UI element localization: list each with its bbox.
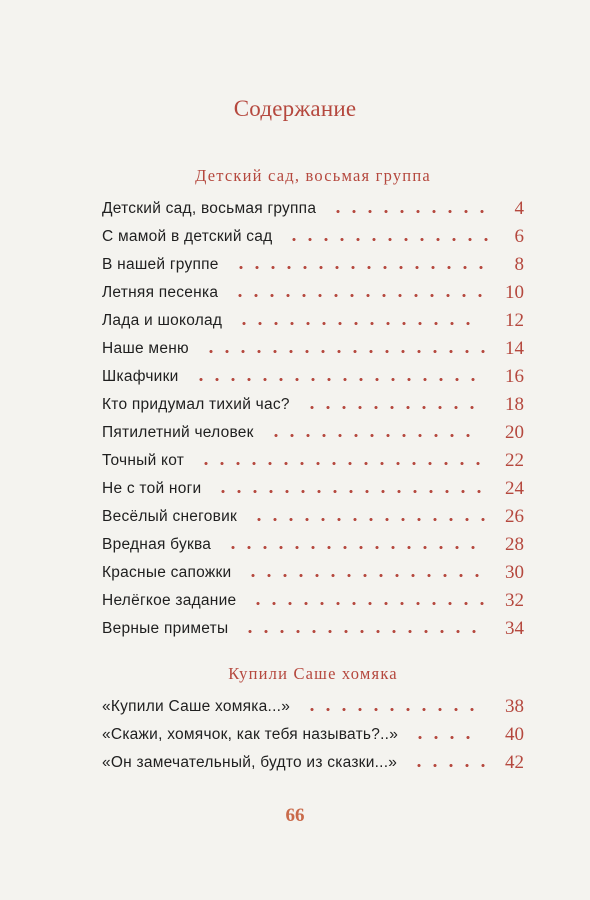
toc-entry — [102, 612, 524, 640]
toc-entry-title: Не с той ноги — [102, 480, 202, 497]
toc-entry-title: «Он замечательный, будто из сказки...» — [102, 754, 398, 771]
toc-entry-title: С мамой в детский сад — [102, 228, 273, 245]
section-title: Купили Саше хомяка — [228, 664, 398, 683]
toc-entry-page: 12 — [505, 310, 524, 331]
toc-dot-leader — [304, 708, 480, 711]
toc-entry-page: 14 — [505, 338, 524, 359]
toc-dot-leader — [412, 736, 476, 739]
toc-dot-leader — [245, 574, 485, 577]
toc-entry — [102, 248, 524, 276]
toc-entry — [102, 584, 524, 612]
toc-entry-title: Точный кот — [102, 452, 185, 469]
toc-dot-leader — [251, 518, 491, 521]
toc-entry — [102, 500, 524, 528]
page-title: Содержание — [233, 96, 357, 121]
toc-entry-page: 30 — [505, 562, 524, 583]
toc-entry-title: Красные сапожки — [102, 564, 232, 581]
toc-entry — [102, 556, 524, 584]
toc-entry — [102, 360, 524, 388]
toc-entry-page: 26 — [505, 506, 524, 527]
toc-entry-page: 40 — [505, 724, 524, 745]
toc-dot-leader — [225, 546, 481, 549]
toc-entry-title: Кто придумал тихий час? — [102, 396, 290, 413]
toc-entry-page: 8 — [514, 254, 524, 275]
toc-entry-title: Вредная буква — [102, 536, 212, 553]
toc-entry-title: Весёлый снеговик — [102, 508, 238, 525]
toc-entry-title: Лада и шоколад — [102, 312, 223, 329]
toc-dot-leader — [286, 238, 494, 241]
toc-entry-page: 16 — [505, 366, 524, 387]
toc-entry — [102, 472, 524, 500]
toc-entry-page: 38 — [505, 696, 524, 717]
toc-entry-page: 24 — [505, 478, 524, 499]
toc-dot-leader — [268, 434, 476, 437]
toc-entry-title: «Купили Саше хомяка...» — [102, 698, 291, 715]
toc-entry-page: 22 — [505, 450, 524, 471]
toc-entry — [102, 746, 524, 774]
toc-entry-title: Пятилетний человек — [102, 424, 254, 441]
toc-entry — [102, 416, 524, 444]
toc-entry-page: 4 — [514, 198, 524, 219]
toc-entry — [102, 528, 524, 556]
toc-entry — [102, 220, 524, 248]
toc-dot-leader — [236, 322, 476, 325]
toc-entry-page: 6 — [514, 226, 524, 247]
toc-entry — [102, 690, 524, 718]
toc-dot-leader — [233, 266, 489, 269]
toc-entry-title: «Скажи, хомячок, как тебя называть?..» — [102, 726, 399, 743]
toc-entry — [102, 444, 524, 472]
toc-entry — [102, 332, 524, 360]
toc-entry-title: Летняя песенка — [102, 284, 219, 301]
toc-dot-leader — [232, 294, 488, 297]
toc-entry-title: В нашей группе — [102, 256, 219, 273]
toc-dot-leader — [203, 350, 491, 353]
toc-entry-title: Детский сад, восьмая группа — [102, 200, 317, 217]
page-number: 66 — [285, 805, 305, 826]
toc-entry-page: 10 — [505, 282, 524, 303]
toc-dot-leader — [242, 630, 482, 633]
toc-dot-leader — [330, 210, 490, 213]
toc-entry-page: 34 — [505, 618, 524, 639]
toc-entry — [102, 388, 524, 416]
toc-entry-page: 18 — [505, 394, 524, 415]
toc-entry — [102, 304, 524, 332]
toc-entry-title: Верные приметы — [102, 620, 229, 637]
toc-entry-page: 20 — [505, 422, 524, 443]
toc-entry-page: 32 — [505, 590, 524, 611]
toc-entry-page: 28 — [505, 534, 524, 555]
toc-dot-leader — [193, 378, 481, 381]
toc-entry-title: Шкафчики — [102, 368, 179, 385]
toc-dot-leader — [304, 406, 480, 409]
toc-dot-leader — [198, 462, 486, 465]
toc-entry — [102, 192, 524, 220]
toc-dot-leader — [215, 490, 487, 493]
toc-dot-leader — [250, 602, 490, 605]
toc-entry — [102, 276, 524, 304]
toc-entry-title: Нелёгкое задание — [102, 592, 237, 609]
toc-entry-title: Наше меню — [102, 340, 189, 357]
section-title: Детский сад, восьмая группа — [195, 166, 431, 185]
toc-entry — [102, 718, 524, 746]
toc-dot-leader — [411, 764, 491, 767]
toc-entry-page: 42 — [505, 752, 524, 773]
